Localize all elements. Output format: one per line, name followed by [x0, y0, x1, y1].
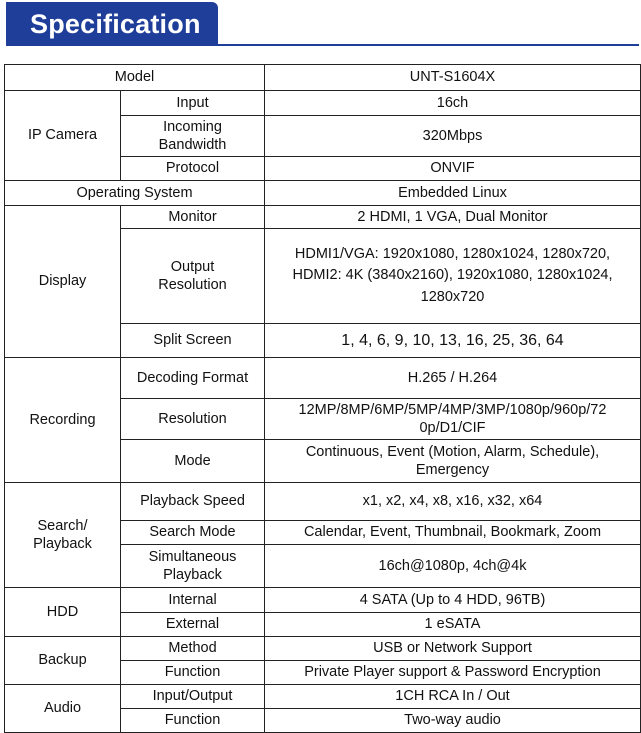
- row-value-playback-speed: x1, x2, x4, x8, x16, x32, x64: [265, 483, 641, 521]
- row-value-search-mode: Calendar, Event, Thumbnail, Bookmark, Zoom: [265, 521, 641, 545]
- row-label-bandwidth: [121, 116, 265, 157]
- row-label-model: Model: [5, 65, 265, 91]
- row-value-mode: [265, 440, 641, 483]
- value-line: 0p/D1/CIF: [419, 420, 486, 436]
- group-label-backup: Backup: [5, 637, 121, 685]
- group-label-hdd: HDD: [5, 588, 121, 637]
- section-title: Specification: [30, 8, 201, 39]
- table-row: [5, 358, 641, 399]
- row-label-output-resolution: [121, 229, 265, 324]
- section-header: [0, 0, 641, 48]
- row-value-output-resolution: [265, 229, 641, 324]
- row-label-search-mode: Search Mode: [121, 521, 265, 545]
- group-label-audio: Audio: [5, 685, 121, 733]
- row-value-os: Embedded Linux: [265, 181, 641, 206]
- value-line: Continuous, Event (Motion, Alarm, Schedule),: [305, 443, 600, 460]
- row-label-split-screen: Split Screen: [121, 324, 265, 358]
- row-label-simultaneous-playback: [121, 545, 265, 588]
- group-label-search-playback: [5, 483, 121, 588]
- row-label-mode: Mode: [121, 440, 265, 483]
- row-value-model: UNT-S1604X: [265, 65, 641, 91]
- row-label-playback-speed: Playback Speed: [121, 483, 265, 521]
- section-title-tab: [6, 2, 218, 46]
- value-line: 12MP/8MP/6MP/5MP/4MP/3MP/1080p/960p/72: [298, 401, 607, 418]
- row-value-resolution: [265, 399, 641, 440]
- row-label-external: External: [121, 613, 265, 637]
- label-line: Incoming: [163, 118, 222, 135]
- row-value-method: USB or Network Support: [265, 637, 641, 661]
- row-label-input-output: Input/Output: [121, 685, 265, 709]
- row-label-monitor: Monitor: [121, 206, 265, 229]
- table-row: [5, 206, 641, 229]
- label-line: Simultaneous: [148, 548, 237, 565]
- group-label-ip-camera: IP Camera: [5, 91, 121, 181]
- row-value-backup-function: Private Player support & Password Encryption: [265, 661, 641, 685]
- table-row: [5, 637, 641, 661]
- row-value-external: 1 eSATA: [265, 613, 641, 637]
- row-label-method: Method: [121, 637, 265, 661]
- label-line: Playback: [163, 567, 222, 583]
- row-label-input: Input: [121, 91, 265, 116]
- spec-table: [4, 64, 641, 733]
- label-line: Search/: [37, 517, 88, 534]
- row-label-internal: Internal: [121, 588, 265, 613]
- row-value-protocol: ONVIF: [265, 157, 641, 181]
- value-line: 1280x720: [420, 288, 485, 305]
- row-label-protocol: Protocol: [121, 157, 265, 181]
- label-line: Resolution: [158, 277, 227, 293]
- value-line: HDMI2: 4K (3840x2160), 1920x1080, 1280x1024,: [292, 267, 613, 284]
- header-rule: [6, 44, 639, 46]
- label-line: Bandwidth: [158, 137, 227, 153]
- row-value-bandwidth: 320Mbps: [265, 116, 641, 157]
- table-row: [5, 181, 641, 206]
- table-row: [5, 483, 641, 521]
- row-value-split-screen: 1, 4, 6, 9, 10, 13, 16, 25, 36, 64: [265, 324, 641, 358]
- row-label-decoding-format: Decoding Format: [121, 358, 265, 399]
- row-value-input-output: 1CH RCA In / Out: [265, 685, 641, 709]
- row-value-audio-function: Two-way audio: [265, 709, 641, 733]
- row-label-backup-function: Function: [121, 661, 265, 685]
- value-line: Emergency: [415, 462, 490, 478]
- table-row: [5, 685, 641, 709]
- table-row: [5, 588, 641, 613]
- label-line: Playback: [33, 536, 92, 552]
- table-row: [5, 91, 641, 116]
- row-label-resolution: Resolution: [121, 399, 265, 440]
- group-label-recording: Recording: [5, 358, 121, 483]
- row-value-decoding-format: H.265 / H.264: [265, 358, 641, 399]
- row-value-internal: 4 SATA (Up to 4 HDD, 96TB): [265, 588, 641, 613]
- row-value-monitor: 2 HDMI, 1 VGA, Dual Monitor: [265, 206, 641, 229]
- row-label-audio-function: Function: [121, 709, 265, 733]
- row-value-input: 16ch: [265, 91, 641, 116]
- row-label-os: Operating System: [5, 181, 265, 206]
- row-value-simultaneous-playback: 16ch@1080p, 4ch@4k: [265, 545, 641, 588]
- group-label-display: Display: [5, 206, 121, 358]
- table-row: [5, 65, 641, 91]
- value-line: HDMI1/VGA: 1920x1080, 1280x1024, 1280x720,: [294, 246, 611, 263]
- label-line: Output: [170, 258, 215, 275]
